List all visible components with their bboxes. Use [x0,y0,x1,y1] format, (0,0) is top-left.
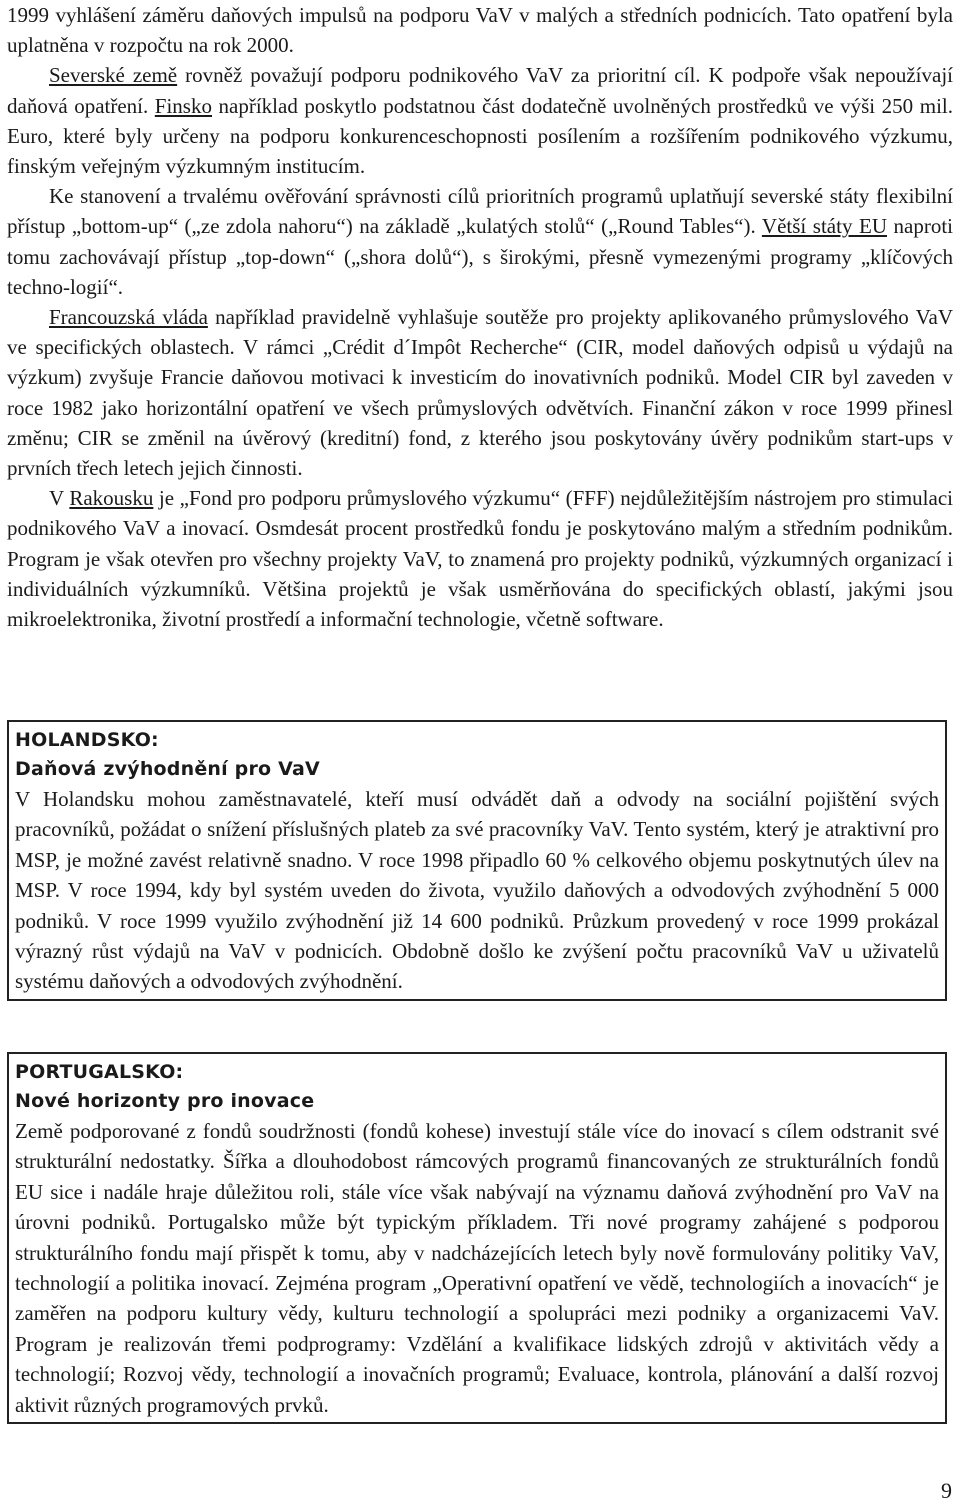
netherlands-heading: HOLANDSKO: [15,729,159,751]
link-larger-eu-states: Větší státy EU [761,214,887,239]
portugal-subheading: Nové horizonty pro inovace [15,1090,315,1112]
paragraph-france [7,302,953,483]
netherlands-subheading: Daňová zvýhodnění pro VaV [15,758,320,780]
paragraph-intro [7,0,953,60]
france-text: například pravidelně vyhlašuje soutěže pro projekty aplikovaného průmyslového VaV ve specifických oblastech. V rámci „Crédit d´Impôt Recherche“ (CIR, model daňových odpisů u výdajů na výzkum) zvyšuje Francie daňovou motivaci k investicím do inovativních podniků. Model CIR byl zaveden v roce 1982 jako horizontální opatření ve všech průmyslových odvětvích. Finanční zákon v roce 1999 přinesl změnu; CIR se změnil na úvěrový (kreditní) fond, z kterého jsou poskytovány úvěry podnikům start-ups v prvních třech letech jejich činnosti. [7,305,953,481]
paragraph-nordic [7,60,953,181]
paragraph-bottom-up [7,181,953,302]
link-finland: Finsko [154,93,212,118]
top-down-text: naproti tomu zachovávají přístup „top-down“ („shora dolů“), s širokými, přesně vymezenými programy „klíčových techno-logií“. [7,214,954,299]
austria-prefix: V [49,486,70,511]
page-number: 9 [941,1478,952,1503]
finland-text: například poskytlo podstatnou část dodatečně uvolněných prostředků ve výši 250 mil. Euro, které byly určeny na podporu konkurenceschopnosti posílením a rozšířením podnikového výzkumu, finským veřejným výzkumným institucím. [7,93,953,179]
link-nordic-countries: Severské země [49,63,178,88]
intro-text: 1999 vyhlášení záměru daňových impulsů na podporu VaV v malých a středních podnicích. Tato opatření byla uplatněna v rozpočtu na rok 2000. [7,3,953,58]
portugal-box [7,1052,947,1424]
austria-text: je „Fond pro podporu průmyslového výzkumu“ (FFF) nejdůležitějším nástrojem pro stimulaci podnikového VaV a inovací. Osmdesát procent prostředků fondu je poskytováno malým a středním podnikům. Program je však otevřen pro všechny projekty VaV, to znamená pro projekty podniků, výzkumných organizací i individuálních výzkumníků. Většina projektů je však usměrňována do specifických oblastí, jakými jsou mikroelektronika, životní prostředí a informační technologie, včetně software. [7,486,953,632]
paragraph-austria [7,483,953,634]
link-french-government: Francouzská vláda [49,305,208,330]
portugal-body: Země podporované z fondů soudržnosti (fondů kohese) investují stále více do inovací s cílem odstranit své strukturální nedostatky. Šířka a dlouhodobost rámcových programů financovaných ze strukturálních fondů EU sice i nadále hraje důležitou roli, stále více však nabývají na významu daňová zvýhodnění pro VaV na úrovni podniků. Portugalsko může být typickým příkladem. Tři nové programy zahájené s podporou strukturálního fondu mají přispět k tomu, aby v nadcházejících letech byly nově formulovány politiky VaV, technologií a politika inovací. Zejména program „Operativní opatření ve vědě, technologiích a inovacích“ je zaměřen na podporu kultury vědy, kulturu technologií a spolupráci mezi podniky a organizacemi VaV. Program je realizován třemi podprogramy: Vzdělání a kvalifikace lidských zdrojů v aktivitách vědy a technologií; Rozvoj vědy, technologií a inovačních programů; Evaluace, kontrola, plánování a další rozvoj aktivit různých programových prvků. [15,1119,939,1417]
portugal-heading: PORTUGALSKO: [15,1061,184,1083]
document-page [7,0,954,1417]
link-austria: Rakousku [69,486,154,511]
bottom-up-text: Ke stanovení a trvalému ověřování správnosti cílů prioritních programů uplatňují severské státy flexibilní přístup „bottom-up“ („ze zdola nahoru“) na základě „kulatých stolů“ („Round Tables“). [7,184,953,239]
netherlands-body: V Holandsku mohou zaměstnavatelé, kteří musí odvádět daň a odvody na sociální pojištění svých pracovníků, požádat o snížení příslušných plateb za své pracovníky VaV. Tento systém, který je atraktivní pro MSP, je možné zavést relativně snadno. V roce 1998 připadlo 60 % celkového objemu poskytnutých úlev na MSP. V roce 1994, kdy byl systém uveden do života, využilo daňových a odvodových zvýhodnění 5 000 podniků. V roce 1999 využilo zvýhodnění již 14 600 podniků. Průzkum provedený v roce 1999 prokázal výrazný růst výdajů na VaV v podnicích. Obdobně došlo ke zvýšení počtu pracovníků VaV u uživatelů systému daňových a odvodových zvýhodnění. [15,787,939,994]
netherlands-box [7,720,947,1001]
nordic-text: rovněž považují podporu podnikového VaV za prioritní cíl. K podpoře však nepoužívají daňová opatření. [7,63,954,118]
